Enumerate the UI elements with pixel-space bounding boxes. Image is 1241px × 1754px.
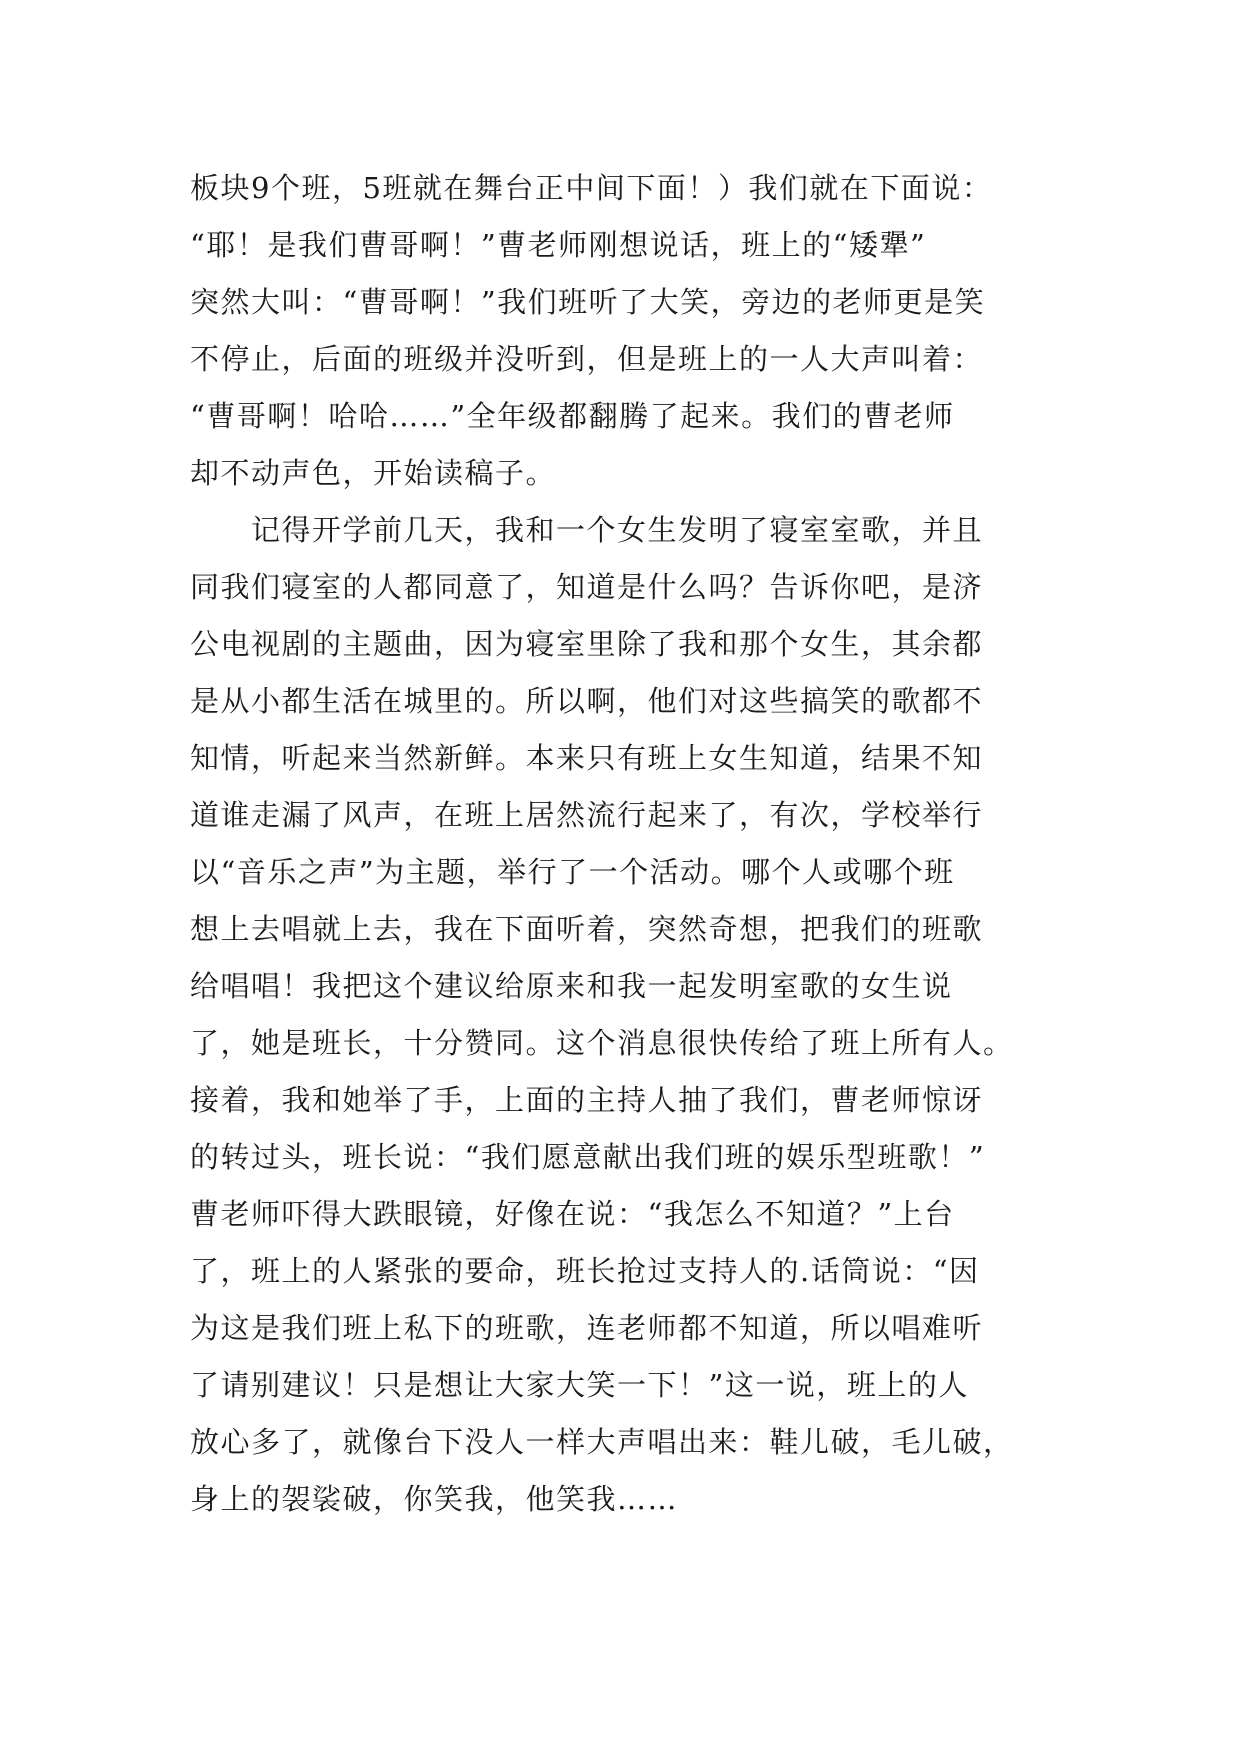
text-line: 放心多了，就像台下没人一样大声唱出来：鞋儿破，毛儿破， [190,1425,1014,1459]
text-line: 为这是我们班上私下的班歌，连老师都不知道，所以唱难听 [190,1311,984,1345]
text-line: 不停止，后面的班级并没听到，但是班上的一人大声叫着： [190,342,984,376]
text-line: 了请别建议！只是想让大家大笑一下！”这一说，班上的人 [190,1368,969,1402]
paragraph-1 [190,160,1070,502]
text-line: 是从小都生活在城里的。所以啊，他们对这些搞笑的歌都不 [190,684,984,718]
text-line: 想上去唱就上去，我在下面听着，突然奇想，把我们的班歌 [190,912,984,946]
text-line: 曹老师吓得大跌眼镜，好像在说：“我怎么不知道？”上台 [190,1197,955,1231]
text-line: 以“音乐之声”为主题，举行了一个活动。哪个人或哪个班 [190,855,955,889]
text-line: 道谁走漏了风声，在班上居然流行起来了，有次，学校举行 [190,798,984,832]
text-line: “耶！是我们曹哥啊！”曹老师刚想说话，班上的“矮犟” [190,228,927,262]
text-line: 身上的袈裟破，你笑我，他笑我…… [190,1482,679,1516]
text-line: 同我们寝室的人都同意了，知道是什么吗？告诉你吧，是济 [190,570,984,604]
text-line: 公电视剧的主题曲，因为寝室里除了我和那个女生，其余都 [190,627,984,661]
text-line: 突然大叫：“曹哥啊！”我们班听了大笑，旁边的老师更是笑 [190,285,986,319]
text-line: 却不动声色，开始读稿子。 [190,456,557,490]
text-line: 了，班上的人紧张的要命，班长抢过支持人的.话筒说：“因 [190,1254,980,1288]
text-line: “曹哥啊！哈哈……”全年级都翻腾了起来。我们的曹老师 [190,399,955,433]
text-line: 记得开学前几天，我和一个女生发明了寝室室歌，并且 [190,513,984,547]
paragraph-2 [190,502,1070,1528]
text-line: 接着，我和她举了手，上面的主持人抽了我们，曹老师惊讶 [190,1083,984,1117]
text-line: 了，她是班长，十分赞同。这个消息很快传给了班上所有人。 [190,1026,1014,1060]
text-line: 给唱唱！我把这个建议给原来和我一起发明室歌的女生说 [190,969,953,1003]
text-line: 知情，听起来当然新鲜。本来只有班上女生知道，结果不知 [190,741,984,775]
text-line: 板块9个班，5班就在舞台正中间下面！）我们就在下面说： [190,171,993,205]
text-line: 的转过头，班长说：“我们愿意献出我们班的娱乐型班歌！” [190,1140,986,1174]
